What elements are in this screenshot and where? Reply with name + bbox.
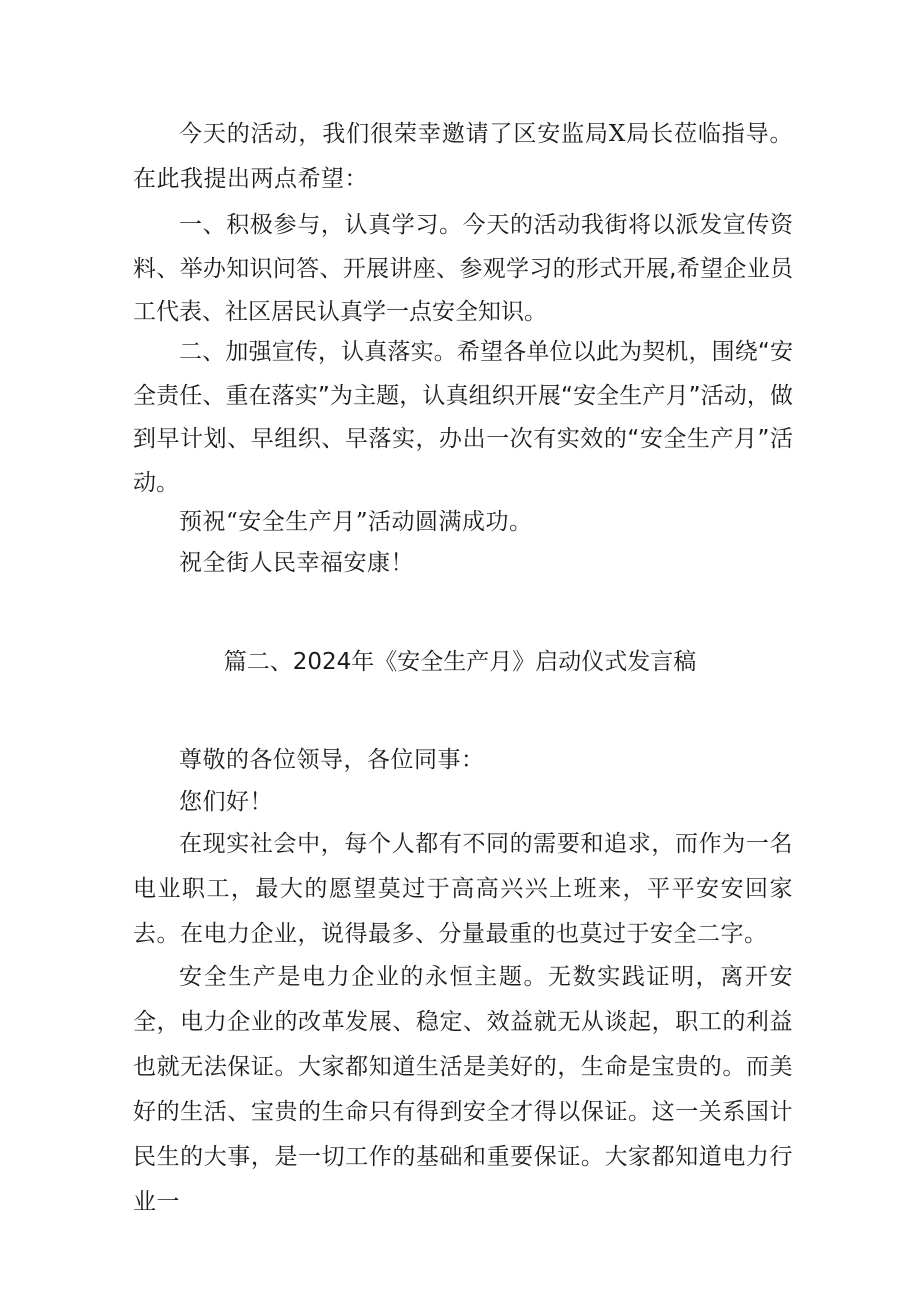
paragraph-wish: 预祝“安全生产月”活动圆满成功。 bbox=[179, 509, 533, 535]
paragraph-greeting: 尊敬的各位领导，各位同事： bbox=[179, 747, 485, 773]
paragraph-safety-theme: 安全生产是电力企业的永恒主题。无数实践证明，离开安全，电力企业的改革发展、稳定、效益就无从谈起，职工的利益也就无法保证。大家都知道生活是美好的，生命是宝贵的。而美好的生活、宝贵的生命只有得到安全才得以保证。这一关系国计民生的大事，是一切工作的基础和重要保证。大家都知道电力行业一 bbox=[133, 964, 793, 1215]
paragraph-point-two: 二、加强宣传，认真落实。希望各单位以此为契机，围绕“安全责任、重在落实”为主题，认真组织开展“安全生产月”活动，做到早计划、早组织、早落实，办出一次有实效的“安全生产月”活动。 bbox=[133, 339, 793, 496]
paragraph-invitation: 今天的活动，我们很荣幸邀请了区安监局X局长莅临指导。在此我提出两点希望： bbox=[133, 121, 793, 192]
section-title: 篇二、2024年《安全生产月》启动仪式发言稿 bbox=[223, 649, 697, 675]
paragraph-blessing: 祝全街人民幸福安康！ bbox=[179, 550, 414, 576]
paragraph-hello: 您们好！ bbox=[179, 789, 273, 815]
paragraph-point-one: 一、积极参与，认真学习。今天的活动我街将以派发宣传资料、举办知识问答、开展讲座、参观学习的形式开展,希望企业员工代表、社区居民认真学一点安全知识。 bbox=[133, 212, 793, 325]
paragraph-reality: 在现实社会中，每个人都有不同的需要和追求，而作为一名电业职工，最大的愿望莫过于高高兴兴上班来，平平安安回家去。在电力企业，说得最多、分量最重的也莫过于安全二字。 bbox=[133, 831, 793, 947]
